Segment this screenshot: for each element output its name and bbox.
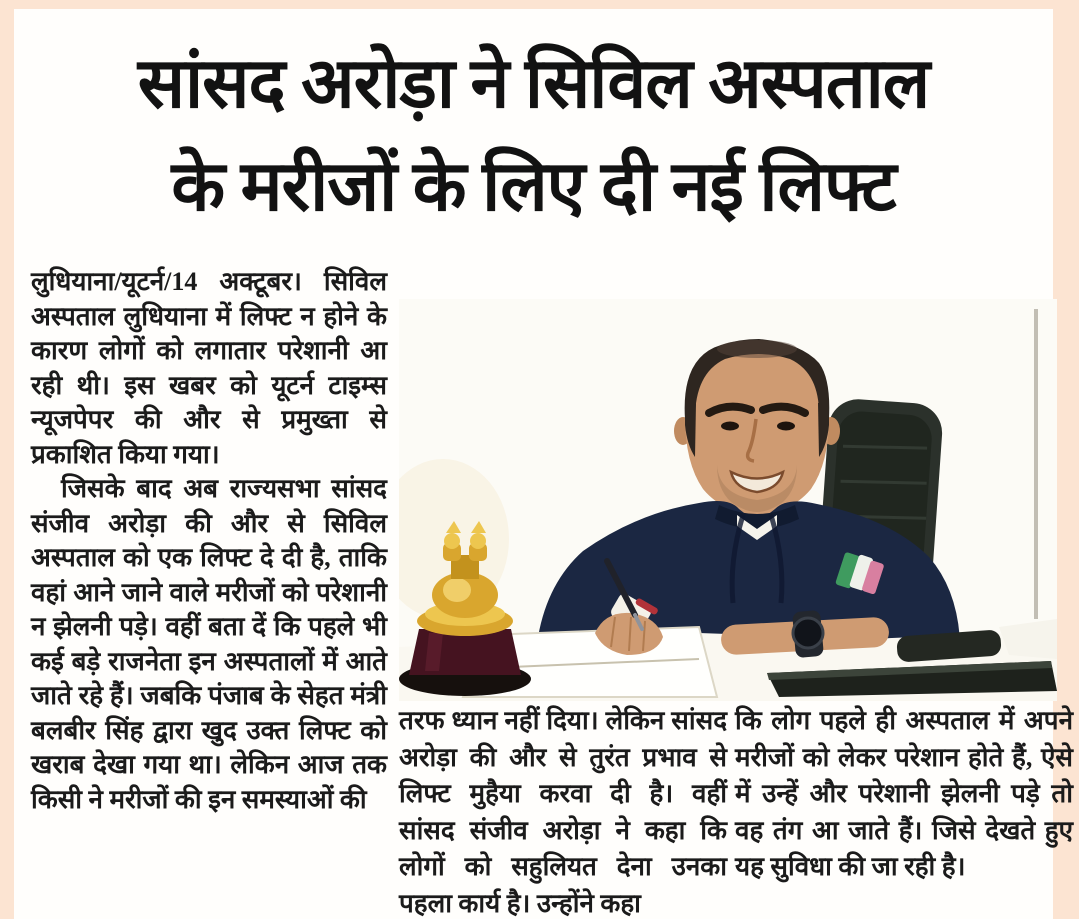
eye-right xyxy=(777,422,795,431)
article-column-right xyxy=(735,703,1073,886)
paragraph-second: जिसके बाद अब राज्यसभा सांसद संजीव अरोड़ा की और से सिविल अस्पताल को एक लिफ्ट दे दी है, ताकि वहां आने जाने वाले मरीजों को परेशानी न झेलनी पड़े। वहीं बता दें कि पहले भी कई बड़े राजनेता इन अस्पतालों में आते जाते रहे हैं। जबकि पंजाब के सेहत मंत्री बलबीर सिंह द्वारा खुद उक्त लिफ्ट को खराब देखा गया था। लेकिन आज तक किसी ने मरीजों की इन समस्याओं की xyxy=(31,474,387,814)
headline-line-1: सांसद अरोड़ा ने सिविल अस्पताल xyxy=(137,46,930,123)
article-column-left xyxy=(31,265,387,817)
paragraph-final: कि लोग पहले ही अस्पताल में अपने मरीजों को लेकर परेशान होते हैं, ऐसे में उन्हें और परेशानी झेलनी पड़े तो वह तंग आ जाते हैं। जिसे देखते हुए यह सुविधा की जा रही है। xyxy=(735,706,1073,881)
paragraph-lead-text: सिविल अस्पताल लुधियाना में लिफ्ट न होने के कारण लोगों को लगातार परेशानी आ रही थी। इस खबर को यूटर्न टाइम्स न्यूजपेपर की और से प्रमुख्ता से प्रकाशित किया गया। xyxy=(31,267,387,469)
headline xyxy=(20,33,1047,239)
dateline: लुधियाना/यूटर्न/14 अक्टूबर। xyxy=(31,267,302,296)
eye-left xyxy=(721,422,739,431)
wall-line xyxy=(1034,309,1038,619)
photo-illustration xyxy=(399,299,1057,701)
article-photo-mp-signing xyxy=(399,299,1057,701)
article-column-middle xyxy=(399,703,727,919)
newspaper-page xyxy=(14,9,1073,919)
headline-line-2: के मरीजों के लिए दी नई लिफ्ट xyxy=(171,149,896,226)
wristwatch xyxy=(793,618,823,648)
paragraph-continued: तरफ ध्यान नहीं दिया। लेकिन सांसद अरोड़ा की और से तुरंत प्रभाव से लिफ्ट मुहैया करवा दी है। वहीं सांसद संजीव अरोड़ा ने कहा कि लोगों को सहुलियत देना उनका पहला कार्य है। उन्होंने कहा xyxy=(399,706,727,918)
paragraph-lead xyxy=(31,265,387,472)
